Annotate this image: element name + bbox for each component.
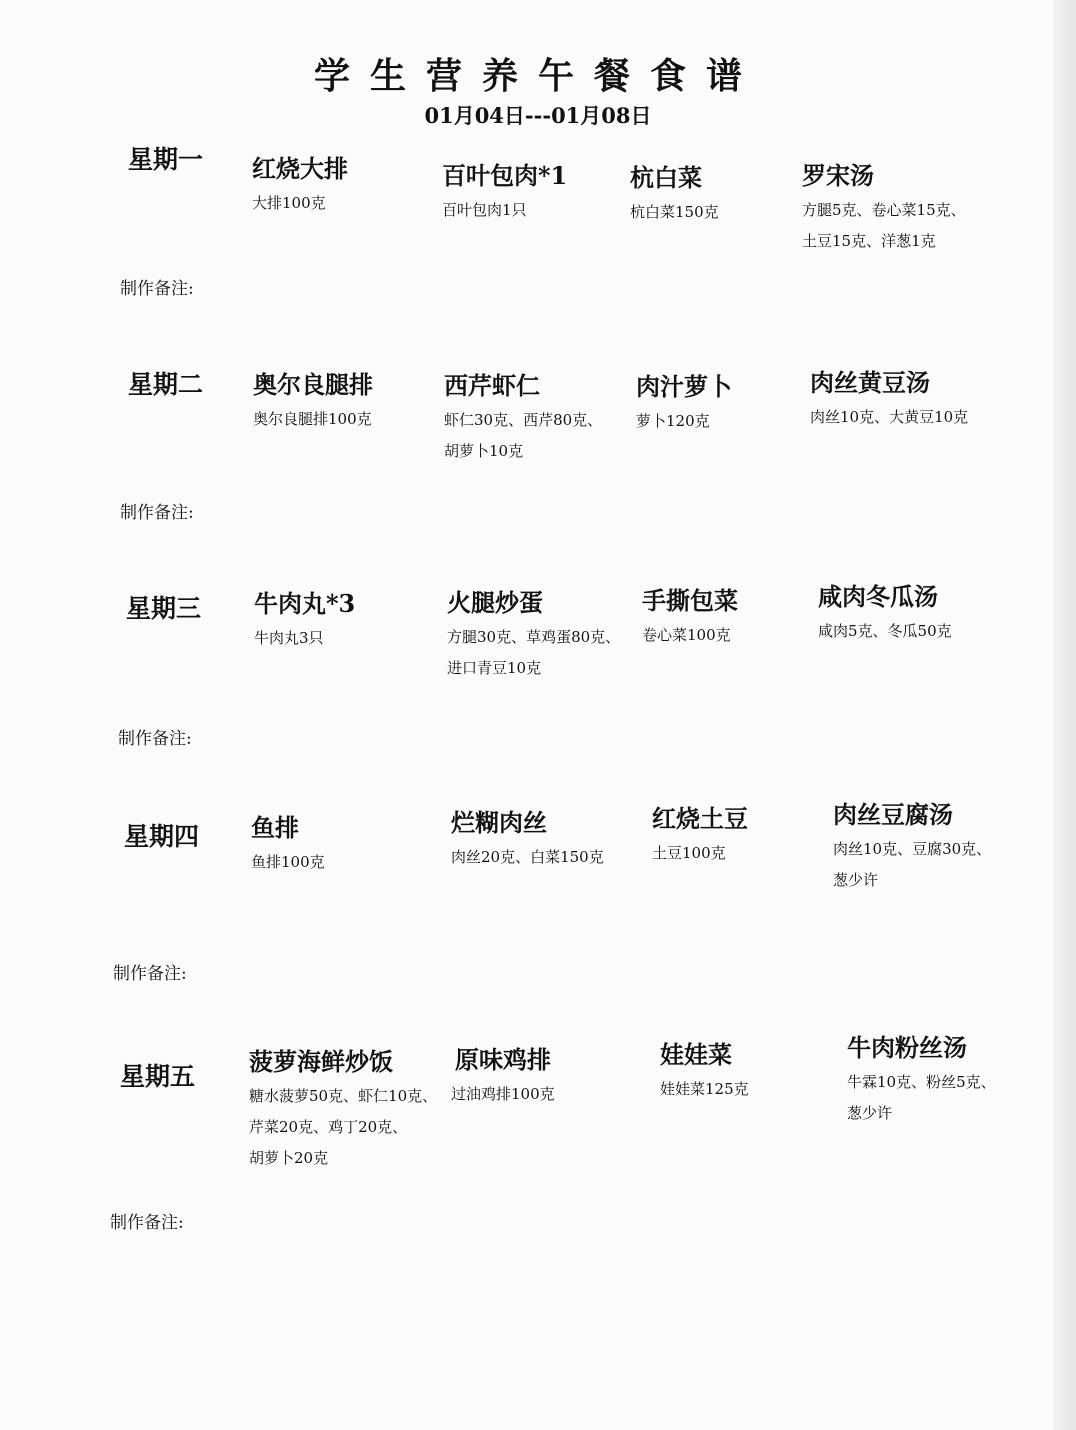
dish-name: 烂糊肉丝 [451, 808, 547, 837]
ingredient-line: 杭白菜150克 [630, 203, 719, 221]
dish-thursday-2 [451, 808, 604, 873]
ingredient-line: 咸肉5克、冬瓜50克 [818, 622, 952, 640]
day-label-monday: 星期一 [128, 145, 204, 174]
ingredient-line: 土豆15克、洋葱1克 [802, 232, 936, 250]
dish-ingredients [442, 195, 567, 226]
dish-monday-2 [442, 161, 567, 226]
dish-ingredients [660, 1074, 749, 1105]
dish-thursday-1 [251, 813, 325, 878]
ingredient-line: 胡萝卜10克 [444, 442, 524, 460]
ingredient-line: 百叶包肉1只 [442, 201, 527, 219]
dish-wednesday-3 [642, 586, 738, 651]
dish-name: 罗宋汤 [802, 161, 874, 190]
dish-name: 娃娃菜 [660, 1040, 732, 1069]
dish-friday-2 [451, 1045, 555, 1110]
ingredient-line: 葱少许 [833, 871, 879, 889]
dish-ingredients [451, 1079, 555, 1110]
note-label-friday: 制作备注: [110, 1213, 184, 1233]
dish-name: 手撕包菜 [642, 586, 738, 615]
ingredient-line: 方腿5克、卷心菜15克、 [802, 201, 966, 219]
dish-ingredients [847, 1067, 996, 1129]
day-label-thursday: 星期四 [124, 822, 200, 851]
day-label-friday: 星期五 [120, 1062, 196, 1091]
dish-ingredients [249, 1081, 437, 1174]
note-label-tuesday: 制作备注: [120, 503, 194, 523]
dish-tuesday-1 [253, 370, 373, 435]
ingredient-line: 卷心菜100克 [642, 626, 731, 644]
dish-ingredients [630, 197, 719, 228]
ingredient-line: 芹菜20克、鸡丁20克、 [249, 1118, 408, 1136]
dish-thursday-3 [652, 804, 748, 869]
dish-ingredients [253, 404, 373, 435]
note-label-thursday: 制作备注: [113, 964, 187, 984]
note-label-monday: 制作备注: [120, 279, 194, 299]
dish-name: 杭白菜 [630, 163, 702, 192]
ingredient-line: 萝卜120克 [636, 412, 710, 430]
dish-name: 牛肉丸*3 [254, 589, 356, 618]
dish-ingredients [833, 834, 991, 896]
dish-name: 原味鸡排 [455, 1045, 551, 1074]
dish-ingredients [444, 405, 602, 467]
dish-wednesday-1 [254, 589, 355, 654]
dish-ingredients [251, 847, 325, 878]
ingredient-line: 进口青豆10克 [447, 659, 542, 677]
dish-monday-1 [252, 154, 348, 219]
dish-name: 奥尔良腿排 [253, 370, 373, 399]
ingredient-line: 奥尔良腿排100克 [253, 410, 372, 428]
ingredient-line: 大排100克 [252, 194, 326, 212]
dish-name: 火腿炒蛋 [447, 588, 543, 617]
dish-friday-4 [847, 1033, 996, 1129]
dish-tuesday-3 [636, 372, 732, 437]
dish-name: 咸肉冬瓜汤 [818, 582, 938, 611]
dish-name: 肉丝豆腐汤 [833, 800, 953, 829]
day-label-tuesday: 星期二 [128, 370, 204, 399]
dish-name: 红烧土豆 [652, 804, 748, 833]
dish-tuesday-4 [810, 368, 968, 433]
dish-ingredients [451, 842, 604, 873]
ingredient-line: 糖水菠萝50克、虾仁10克、 [249, 1087, 438, 1105]
dish-name: 百叶包肉*1 [442, 161, 568, 190]
note-label-wednesday: 制作备注: [118, 729, 192, 749]
day-label-wednesday: 星期三 [126, 594, 202, 623]
ingredient-line: 胡萝卜20克 [249, 1149, 329, 1167]
dish-wednesday-4 [818, 582, 952, 647]
dish-monday-4 [802, 161, 966, 257]
dish-ingredients [636, 406, 732, 437]
dish-name: 牛肉粉丝汤 [847, 1033, 967, 1062]
dish-name: 鱼排 [251, 813, 299, 842]
dish-ingredients [252, 188, 348, 219]
dish-friday-1 [249, 1047, 437, 1174]
page-edge [1054, 0, 1076, 1430]
dish-ingredients [642, 620, 738, 651]
dish-ingredients [447, 622, 620, 684]
ingredient-line: 娃娃菜125克 [660, 1080, 749, 1098]
dish-ingredients [802, 195, 966, 257]
ingredient-line: 方腿30克、草鸡蛋80克、 [447, 628, 621, 646]
dish-ingredients [810, 402, 968, 433]
ingredient-line: 过油鸡排100克 [451, 1085, 555, 1103]
dish-friday-3 [660, 1040, 749, 1105]
date-range: 01月04日---01月08日 [424, 103, 652, 128]
dish-thursday-4 [833, 800, 991, 896]
ingredient-line: 肉丝10克、豆腐30克、 [833, 840, 992, 858]
dish-ingredients [652, 838, 748, 869]
ingredient-line: 葱少许 [847, 1104, 893, 1122]
ingredient-line: 牛肉丸3只 [254, 629, 324, 647]
dish-ingredients [254, 623, 355, 654]
ingredient-line: 土豆100克 [652, 844, 726, 862]
dish-wednesday-2 [447, 588, 620, 684]
dish-monday-3 [630, 163, 719, 228]
dish-name: 肉汁萝卜 [636, 372, 732, 401]
dish-name: 西芹虾仁 [444, 371, 540, 400]
ingredient-line: 鱼排100克 [251, 853, 325, 871]
dish-ingredients [818, 616, 952, 647]
dish-tuesday-2 [444, 371, 602, 467]
ingredient-line: 虾仁30克、西芹80克、 [444, 411, 603, 429]
page-title: 学生营养午餐食谱 [313, 55, 762, 97]
ingredient-line: 肉丝10克、大黄豆10克 [810, 408, 969, 426]
ingredient-line: 肉丝20克、白菜150克 [451, 848, 604, 866]
dish-name: 红烧大排 [252, 154, 348, 183]
dish-name: 肉丝黄豆汤 [810, 368, 930, 397]
ingredient-line: 牛霖10克、粉丝5克、 [847, 1073, 996, 1091]
dish-name: 菠萝海鲜炒饭 [249, 1047, 393, 1076]
